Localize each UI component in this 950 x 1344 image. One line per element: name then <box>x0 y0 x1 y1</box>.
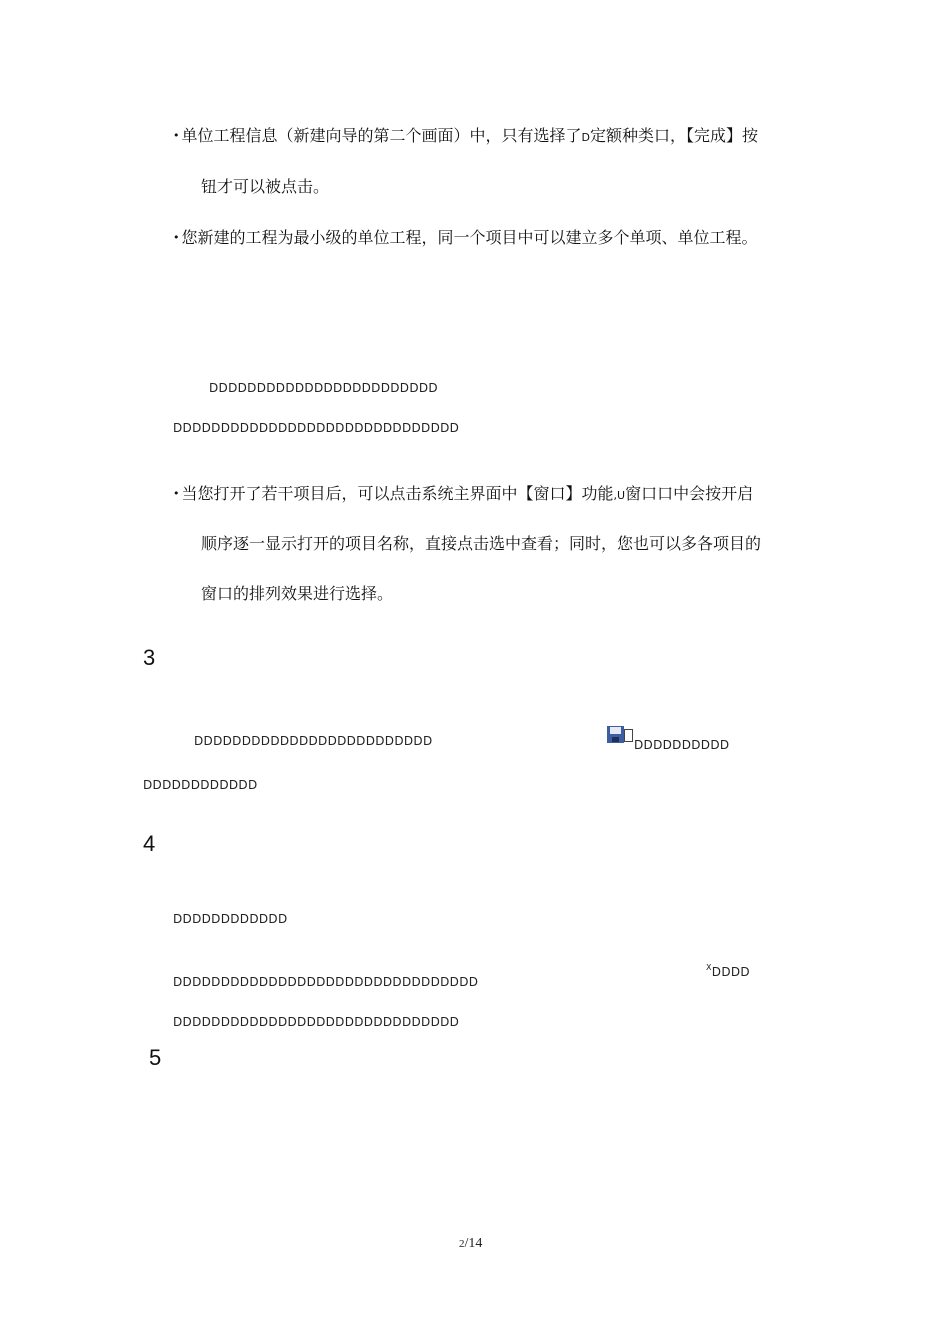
garbled-text-line: DDDDDDDDDDDDDDDDDDDDDDDDDDDDDD <box>173 1015 460 1029</box>
paragraph-line: 窗口的排列效果进行选择。 <box>201 584 394 603</box>
paragraph-text: 当您打开了若干项目后，可以点击系统主界面中【窗口】功能 <box>181 484 614 503</box>
bullet: • <box>173 487 180 500</box>
paragraph-text: 窗口口中会按开启 <box>625 484 754 503</box>
garbled-text-line: DDDDDDDDDDDDDDDDDDDDDDDDDDDDDD <box>173 421 460 435</box>
floppy-disk-icon <box>607 726 624 743</box>
inline-small-text: D <box>581 131 590 144</box>
current-page: 2 <box>459 1238 465 1250</box>
garbled-text-line: DDDDDDDDDDDDDDDDDDDDDDDDDDDDDDDD <box>173 975 479 989</box>
superscript: X <box>706 963 712 972</box>
bullet: • <box>173 129 180 142</box>
paragraph-finish-button-note <box>173 123 758 146</box>
page-number <box>459 1236 482 1252</box>
missing-glyph-box <box>624 729 633 742</box>
inline-small-text: ,U <box>613 489 626 502</box>
paragraph-line: 钮才可以被点击。 <box>201 177 330 196</box>
garbled-text-line: DDDDDDDDDDDDDDDDDDDDDDDDD <box>194 734 433 748</box>
paragraph-line: 顺序逐一显示打开的项目名称，直接点击选中查看；同时，您也可以多各项目的 <box>201 534 762 553</box>
paragraph-text: 您新建的工程为最小级的单位工程，同一个项目中可以建立多个单项、单位工程。 <box>181 228 758 247</box>
section-number: 5 <box>149 1045 162 1070</box>
garbled-text: DDDDDDDDDD <box>634 738 730 752</box>
paragraph-unit-project-note <box>173 225 758 248</box>
garbled-text-right <box>706 965 750 979</box>
bullet: • <box>173 231 180 244</box>
paragraph-text: 单位工程信息（新建向导的第二个画面）中，只有选择了 <box>181 126 582 145</box>
garbled-text-line: DDDDDDDDDDDDDDDDDDDDDDDD <box>209 381 438 395</box>
garbled-text-line: DDDDDDDDDDDD <box>143 778 258 792</box>
garbled-text-with-icon <box>607 726 730 752</box>
garbled-text: DDDD <box>711 965 750 979</box>
section-number: 3 <box>143 645 156 670</box>
garbled-text-line: DDDDDDDDDDDD <box>173 912 288 926</box>
section-number: 4 <box>143 831 156 856</box>
total-pages: /14 <box>464 1236 483 1251</box>
paragraph-text: 定额种类口，【完成】按 <box>590 126 759 145</box>
paragraph-window-menu-note <box>173 481 753 504</box>
